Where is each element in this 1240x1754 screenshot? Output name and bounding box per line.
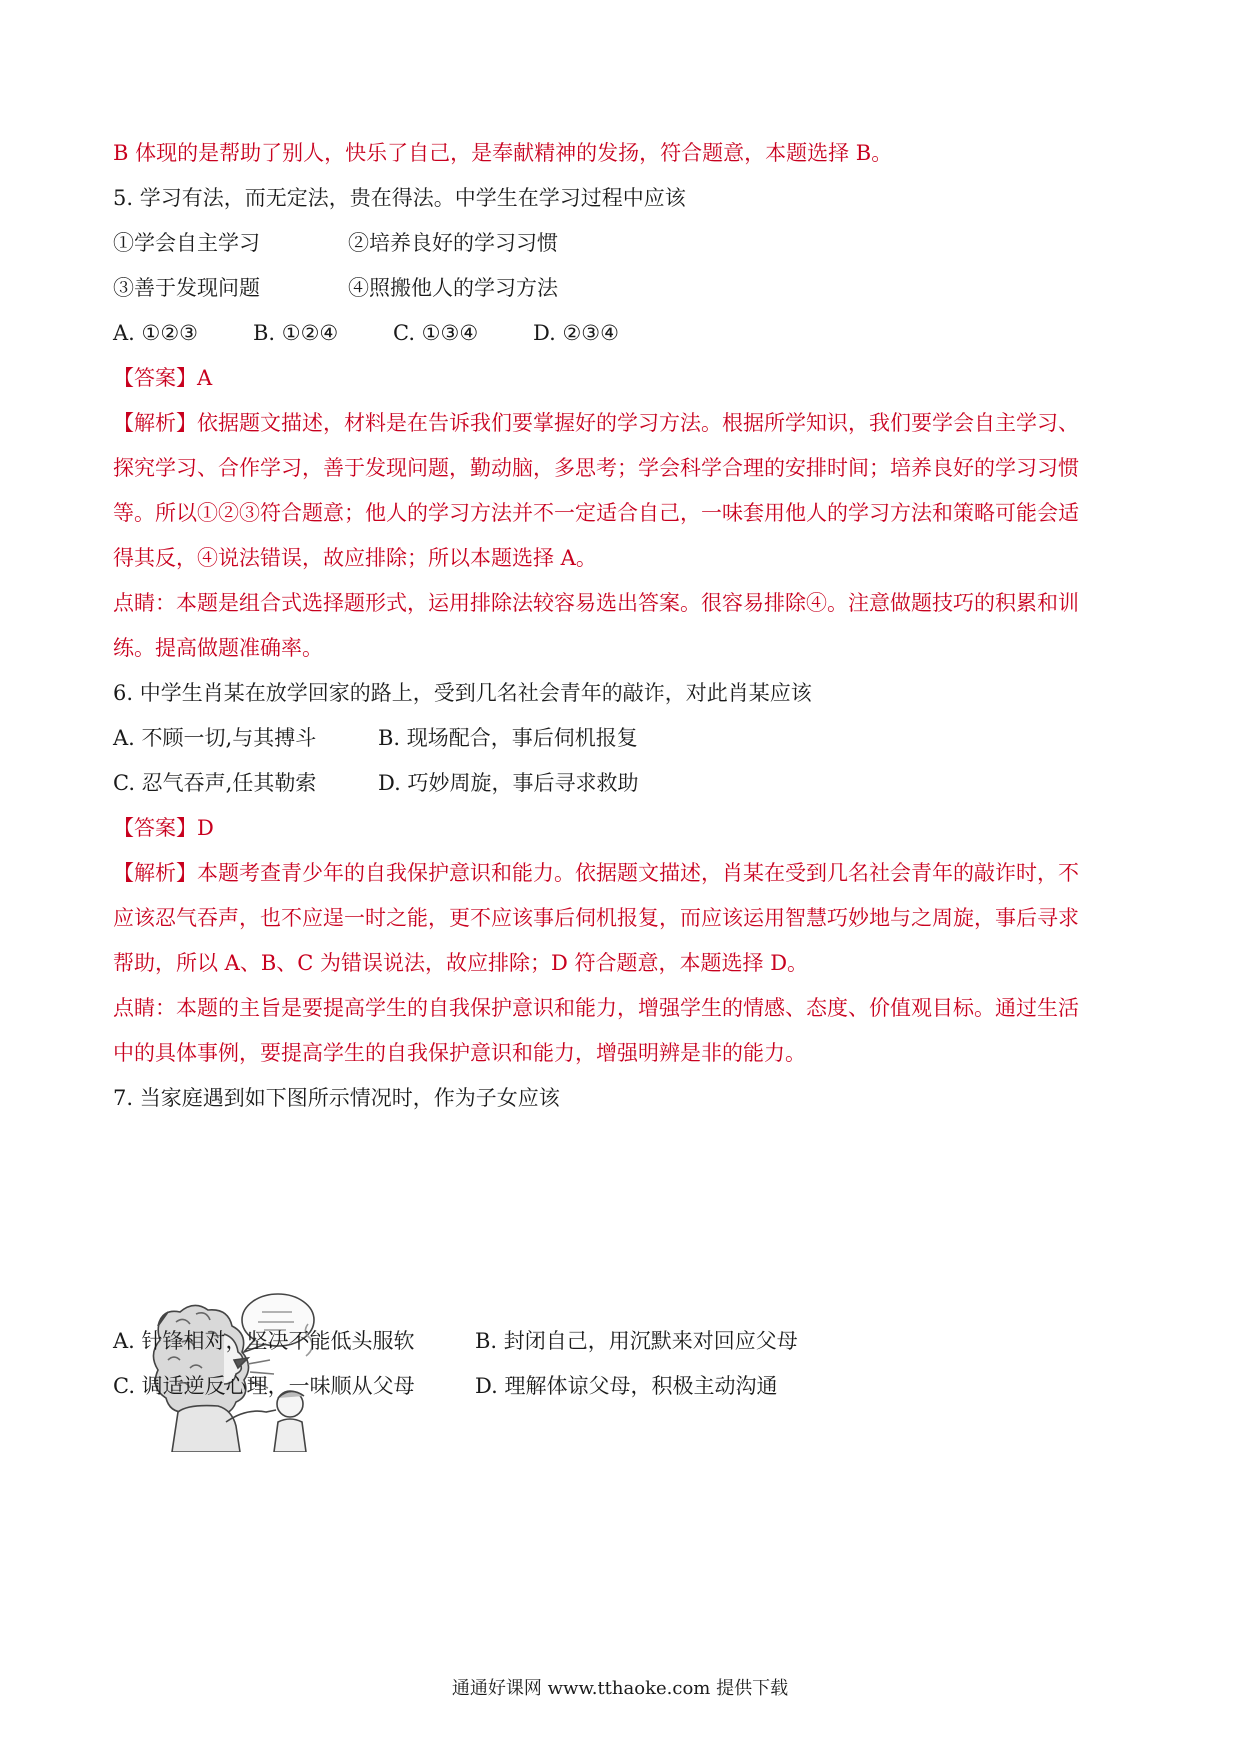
q6-options-row2 <box>113 768 638 798</box>
q5-statement-2: ②培养良好的学习习惯 <box>348 231 558 255</box>
q5-statement-4: ④照搬他人的学习方法 <box>348 276 558 300</box>
q5-tip-2: 练。提高做题准确率。 <box>113 636 323 660</box>
q5-option-b: B. ①②④ <box>253 321 339 345</box>
q6-tip-1: 点睛：本题的主旨是要提高学生的自我保护意识和能力，增强学生的情感、态度、价值观目标。通过生活 <box>113 996 1079 1020</box>
mother-scolding-child-illustration <box>138 1272 328 1452</box>
q5-stem: 5. 学习有法，而无定法，贵在得法。中学生在学习过程中应该 <box>113 186 686 210</box>
q5-option-d: D. ②③④ <box>533 321 619 345</box>
q6-option-d: D. 巧妙周旋，事后寻求救助 <box>378 771 639 795</box>
q6-tip-2: 中的具体事例，要提高学生的自我保护意识和能力，增强明辨是非的能力。 <box>113 1041 806 1065</box>
q5-option-a: A. ①②③ <box>113 321 198 345</box>
q6-explanation-2: 应该忍气吞声，也不应逞一时之能，更不应该事后伺机报复，而应该运用智慧巧妙地与之周旋，事后寻求 <box>113 906 1079 930</box>
q6-answer: 【答案】D <box>113 816 214 840</box>
q5-explanation-2: 探究学习、合作学习，善于发现问题，勤动脑，多思考；学会科学合理的安排时间；培养良好的学习习惯 <box>113 456 1079 480</box>
q6-stem: 6. 中学生肖某在放学回家的路上，受到几名社会青年的敲诈，对此肖某应该 <box>113 681 812 705</box>
q6-explanation-3: 帮助，所以 A、B、C 为错误说法，故应排除；D 符合题意，本题选择 D。 <box>113 951 809 975</box>
q5-explanation-1: 【解析】依据题文描述，材料是在告诉我们要掌握好的学习方法。根据所学知识，我们要学会自主学习、 <box>113 411 1079 435</box>
q5-statements-row1 <box>113 228 558 258</box>
q6-explanation-1: 【解析】本题考查青少年的自我保护意识和能力。依据题文描述，肖某在受到几名社会青年的敲诈时，不 <box>113 861 1079 885</box>
q5-option-c: C. ①③④ <box>393 321 479 345</box>
q7-options-row1 <box>113 1326 798 1356</box>
q6-option-c: C. 忍气吞声,任其勒索 <box>113 771 317 795</box>
q6-option-a: A. 不顾一切,与其搏斗 <box>113 726 317 750</box>
q5-explanation-4: 得其反，④说法错误，故应排除；所以本题选择 A。 <box>113 546 597 570</box>
q6-options-row1 <box>113 723 638 753</box>
q5-explanation-3: 等。所以①②③符合题意；他人的学习方法并不一定适合自己，一味套用他人的学习方法和策略可能会适 <box>113 501 1079 525</box>
q7-stem: 7. 当家庭遇到如下图所示情况时，作为子女应该 <box>113 1086 560 1110</box>
q7-option-a: A. 针锋相对，坚决不能低头服软 <box>113 1329 415 1353</box>
q7-options-row2 <box>113 1371 777 1401</box>
q5-statement-1: ①学会自主学习 <box>113 231 260 255</box>
q6-option-b: B. 现场配合，事后伺机报复 <box>378 726 638 750</box>
q5-options <box>113 318 619 348</box>
q5-statements-row2 <box>113 273 558 303</box>
illustration-svg <box>138 1272 328 1452</box>
q7-option-c: C. 调适逆反心理，一味顺从父母 <box>113 1374 415 1398</box>
q7-option-d: D. 理解体谅父母，积极主动沟通 <box>475 1374 778 1398</box>
q5-statement-3: ③善于发现问题 <box>113 276 260 300</box>
q5-answer: 【答案】A <box>113 366 213 390</box>
page-footer: 通通好课网 www.tthaoke.com 提供下载 <box>451 1678 789 1699</box>
q7-option-b: B. 封闭自己，用沉默来对回应父母 <box>475 1329 798 1353</box>
q5-tip-1: 点睛：本题是组合式选择题形式，运用排除法较容易选出答案。很容易排除④。注意做题技巧的积累和训 <box>113 591 1079 615</box>
q4-explanation-tail: B 体现的是帮助了别人，快乐了自己，是奉献精神的发扬，符合题意，本题选择 B。 <box>113 141 893 165</box>
